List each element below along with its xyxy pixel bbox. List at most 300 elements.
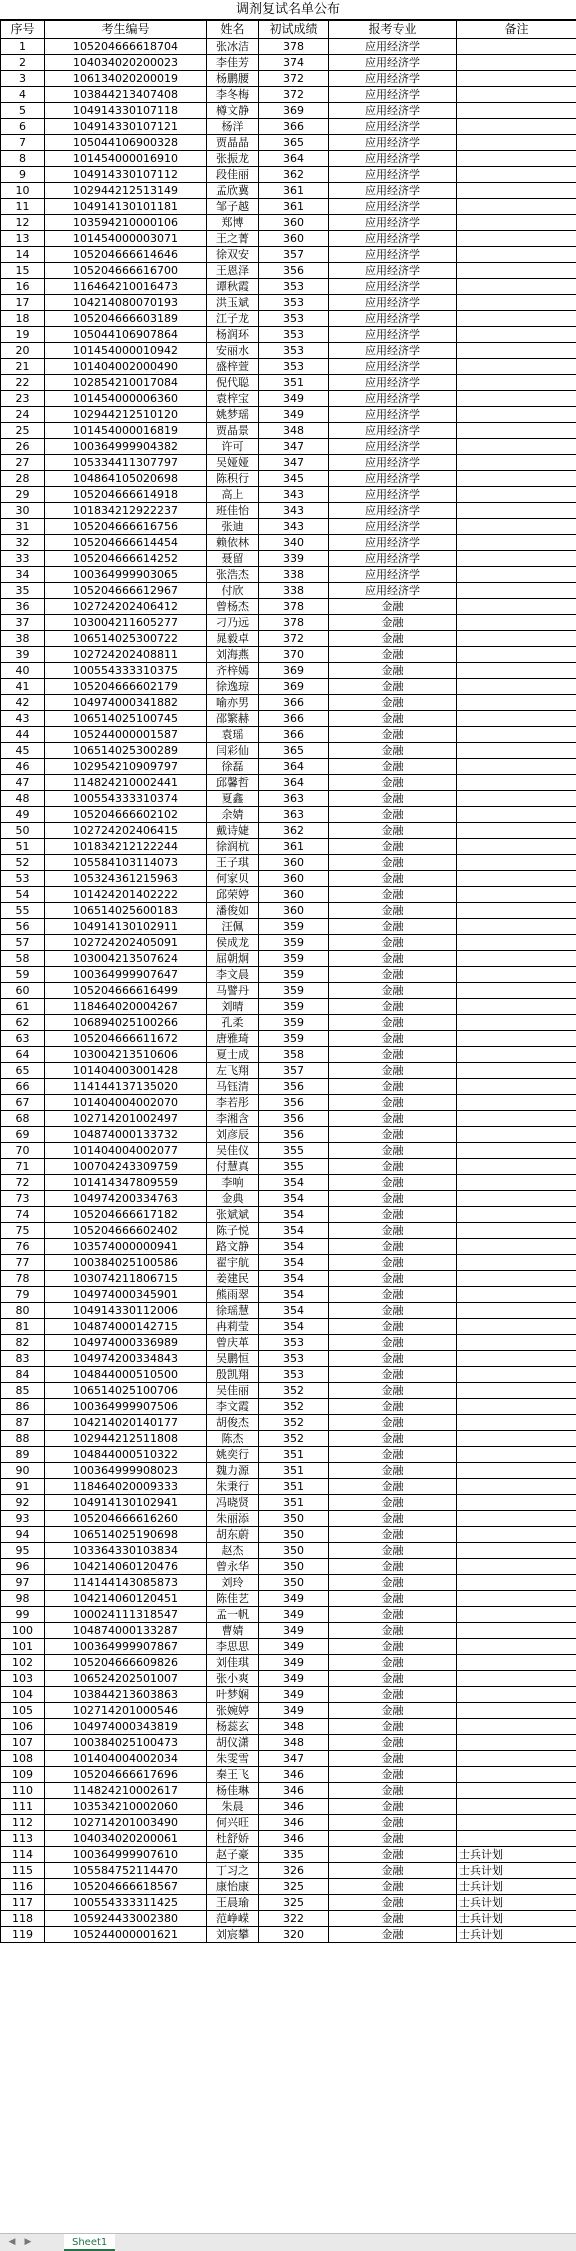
cell-note[interactable] [457,1191,576,1207]
cell-exam-id[interactable]: 104214060120476 [45,1559,207,1575]
cell-note[interactable] [457,39,576,55]
cell-index[interactable]: 3 [1,71,45,87]
cell-name[interactable]: 李冬梅 [207,87,259,103]
cell-note[interactable] [457,1639,576,1655]
cell-exam-id[interactable]: 103364330103834 [45,1543,207,1559]
cell-name[interactable]: 姚奕行 [207,1447,259,1463]
cell-major[interactable]: 应用经济学 [329,87,457,103]
cell-name[interactable]: 张冰洁 [207,39,259,55]
cell-index[interactable]: 10 [1,183,45,199]
cell-name[interactable]: 潘俊如 [207,903,259,919]
cell-index[interactable]: 68 [1,1111,45,1127]
cell-name[interactable]: 张振龙 [207,151,259,167]
cell-index[interactable]: 107 [1,1735,45,1751]
cell-exam-id[interactable]: 100364999908023 [45,1463,207,1479]
cell-index[interactable]: 9 [1,167,45,183]
cell-exam-id[interactable]: 114144143085873 [45,1575,207,1591]
cell-name[interactable]: 曾永华 [207,1559,259,1575]
cell-exam-id[interactable]: 102724202408811 [45,647,207,663]
cell-score[interactable]: 359 [259,1031,329,1047]
cell-major[interactable]: 金融 [329,695,457,711]
cell-name[interactable]: 熊雨翠 [207,1287,259,1303]
cell-exam-id[interactable]: 114824210002617 [45,1783,207,1799]
cell-name[interactable]: 徐双安 [207,247,259,263]
cell-exam-id[interactable]: 100024111318547 [45,1607,207,1623]
cell-index[interactable]: 15 [1,263,45,279]
cell-index[interactable]: 30 [1,503,45,519]
cell-exam-id[interactable]: 104974000336989 [45,1335,207,1351]
cell-major[interactable]: 应用经济学 [329,247,457,263]
col-header-note[interactable]: 备注 [457,21,576,39]
cell-name[interactable]: 杨佳琳 [207,1783,259,1799]
cell-score[interactable]: 374 [259,55,329,71]
cell-note[interactable] [457,1671,576,1687]
cell-name[interactable]: 冉莉莹 [207,1319,259,1335]
cell-index[interactable]: 24 [1,407,45,423]
cell-major[interactable]: 金融 [329,1495,457,1511]
cell-major[interactable]: 金融 [329,1527,457,1543]
cell-score[interactable]: 372 [259,87,329,103]
cell-major[interactable]: 金融 [329,615,457,631]
cell-index[interactable]: 8 [1,151,45,167]
cell-name[interactable]: 谭秋霞 [207,279,259,295]
cell-note[interactable] [457,1239,576,1255]
cell-exam-id[interactable]: 102954210909797 [45,759,207,775]
cell-name[interactable]: 赵杰 [207,1543,259,1559]
cell-major[interactable]: 金融 [329,1031,457,1047]
cell-index[interactable]: 57 [1,935,45,951]
cell-exam-id[interactable]: 105204666617696 [45,1767,207,1783]
cell-note[interactable] [457,1223,576,1239]
cell-exam-id[interactable]: 106514025100706 [45,1383,207,1399]
cell-score[interactable]: 343 [259,487,329,503]
cell-exam-id[interactable]: 101454000016910 [45,151,207,167]
cell-name[interactable]: 姜建民 [207,1271,259,1287]
cell-score[interactable]: 352 [259,1399,329,1415]
cell-exam-id[interactable]: 101454000016819 [45,423,207,439]
cell-index[interactable]: 84 [1,1367,45,1383]
cell-name[interactable]: 张浩杰 [207,567,259,583]
cell-exam-id[interactable]: 105244000001621 [45,1927,207,1943]
cell-note[interactable] [457,967,576,983]
cell-major[interactable]: 应用经济学 [329,167,457,183]
cell-exam-id[interactable]: 105204666618704 [45,39,207,55]
cell-index[interactable]: 85 [1,1383,45,1399]
cell-name[interactable]: 孔柔 [207,1015,259,1031]
cell-name[interactable]: 齐梓嫣 [207,663,259,679]
cell-score[interactable]: 350 [259,1543,329,1559]
cell-major[interactable]: 金融 [329,1847,457,1863]
cell-index[interactable]: 75 [1,1223,45,1239]
cell-exam-id[interactable]: 105204666611672 [45,1031,207,1047]
cell-note[interactable] [457,1031,576,1047]
cell-index[interactable]: 94 [1,1527,45,1543]
cell-index[interactable]: 113 [1,1831,45,1847]
cell-note[interactable] [457,775,576,791]
cell-name[interactable]: 邱荣婷 [207,887,259,903]
cell-index[interactable]: 60 [1,983,45,999]
cell-note[interactable] [457,295,576,311]
cell-exam-id[interactable]: 100364999907647 [45,967,207,983]
cell-score[interactable]: 345 [259,471,329,487]
cell-score[interactable]: 325 [259,1895,329,1911]
cell-score[interactable]: 348 [259,1719,329,1735]
cell-note[interactable] [457,1735,576,1751]
cell-name[interactable]: 陈积行 [207,471,259,487]
cell-note[interactable] [457,1351,576,1367]
cell-index[interactable]: 55 [1,903,45,919]
cell-exam-id[interactable]: 104914330107121 [45,119,207,135]
cell-score[interactable]: 335 [259,1847,329,1863]
cell-name[interactable]: 刘海燕 [207,647,259,663]
cell-name[interactable]: 汪佩 [207,919,259,935]
cell-name[interactable]: 何兴旺 [207,1815,259,1831]
cell-score[interactable]: 357 [259,1063,329,1079]
cell-name[interactable]: 杨润环 [207,327,259,343]
cell-exam-id[interactable]: 105204666612967 [45,583,207,599]
cell-index[interactable]: 59 [1,967,45,983]
cell-index[interactable]: 26 [1,439,45,455]
cell-score[interactable]: 360 [259,903,329,919]
cell-exam-id[interactable]: 100364999907506 [45,1399,207,1415]
cell-score[interactable]: 372 [259,631,329,647]
cell-score[interactable]: 351 [259,1447,329,1463]
cell-name[interactable]: 安丽水 [207,343,259,359]
cell-name[interactable]: 余婧 [207,807,259,823]
cell-major[interactable]: 金融 [329,1399,457,1415]
cell-exam-id[interactable]: 101424201402222 [45,887,207,903]
cell-note[interactable] [457,871,576,887]
cell-exam-id[interactable]: 106524202501007 [45,1671,207,1687]
cell-score[interactable]: 360 [259,871,329,887]
cell-index[interactable]: 87 [1,1415,45,1431]
cell-index[interactable]: 27 [1,455,45,471]
cell-major[interactable]: 金融 [329,1799,457,1815]
cell-note[interactable] [457,999,576,1015]
cell-score[interactable]: 326 [259,1863,329,1879]
cell-score[interactable]: 369 [259,663,329,679]
cell-note[interactable]: 士兵计划 [457,1863,576,1879]
cell-score[interactable]: 352 [259,1383,329,1399]
cell-name[interactable]: 徐润杭 [207,839,259,855]
cell-exam-id[interactable]: 105204666603189 [45,311,207,327]
cell-score[interactable]: 364 [259,775,329,791]
cell-major[interactable]: 金融 [329,1271,457,1287]
cell-major[interactable]: 金融 [329,1239,457,1255]
cell-exam-id[interactable]: 104974000345901 [45,1287,207,1303]
cell-major[interactable]: 金融 [329,1015,457,1031]
cell-note[interactable] [457,1415,576,1431]
cell-note[interactable] [457,167,576,183]
cell-major[interactable]: 金融 [329,1895,457,1911]
cell-exam-id[interactable]: 100364999903065 [45,567,207,583]
cell-note[interactable] [457,1175,576,1191]
cell-score[interactable]: 361 [259,839,329,855]
col-header-name[interactable]: 姓名 [207,21,259,39]
cell-index[interactable]: 54 [1,887,45,903]
cell-major[interactable]: 金融 [329,1863,457,1879]
cell-major[interactable]: 金融 [329,1143,457,1159]
cell-name[interactable]: 班佳怡 [207,503,259,519]
cell-major[interactable]: 金融 [329,1831,457,1847]
cell-index[interactable]: 46 [1,759,45,775]
cell-major[interactable]: 应用经济学 [329,407,457,423]
cell-name[interactable]: 刘彦辰 [207,1127,259,1143]
cell-name[interactable]: 张婉婷 [207,1703,259,1719]
cell-score[interactable]: 322 [259,1911,329,1927]
cell-name[interactable]: 李湘含 [207,1111,259,1127]
cell-index[interactable]: 88 [1,1431,45,1447]
cell-note[interactable] [457,375,576,391]
cell-index[interactable]: 100 [1,1623,45,1639]
cell-name[interactable]: 张斌斌 [207,1207,259,1223]
cell-major[interactable]: 金融 [329,1783,457,1799]
cell-note[interactable] [457,311,576,327]
cell-exam-id[interactable]: 105324361215963 [45,871,207,887]
cell-major[interactable]: 金融 [329,1287,457,1303]
cell-index[interactable]: 102 [1,1655,45,1671]
cell-exam-id[interactable]: 114824210002441 [45,775,207,791]
cell-note[interactable] [457,1831,576,1847]
cell-exam-id[interactable]: 104214060120451 [45,1591,207,1607]
cell-name[interactable]: 冯晓贤 [207,1495,259,1511]
cell-name[interactable]: 许可 [207,439,259,455]
cell-major[interactable]: 金融 [329,1223,457,1239]
cell-major[interactable]: 应用经济学 [329,327,457,343]
cell-exam-id[interactable]: 105204666614454 [45,535,207,551]
cell-score[interactable]: 366 [259,711,329,727]
cell-name[interactable]: 朱雯雪 [207,1751,259,1767]
cell-note[interactable] [457,1047,576,1063]
cell-index[interactable]: 20 [1,343,45,359]
cell-major[interactable]: 金融 [329,663,457,679]
cell-note[interactable] [457,487,576,503]
cell-major[interactable]: 应用经济学 [329,103,457,119]
cell-name[interactable]: 徐磊 [207,759,259,775]
cell-note[interactable] [457,1447,576,1463]
cell-score[interactable]: 320 [259,1927,329,1943]
cell-index[interactable]: 50 [1,823,45,839]
cell-name[interactable]: 曾庆革 [207,1335,259,1351]
cell-score[interactable]: 359 [259,999,329,1015]
cell-exam-id[interactable]: 103844213407408 [45,87,207,103]
cell-note[interactable] [457,1335,576,1351]
cell-note[interactable] [457,55,576,71]
cell-name[interactable]: 吴佳仪 [207,1143,259,1159]
cell-index[interactable]: 56 [1,919,45,935]
cell-name[interactable]: 袁瑶 [207,727,259,743]
cell-major[interactable]: 金融 [329,887,457,903]
cell-exam-id[interactable]: 116464210016473 [45,279,207,295]
cell-note[interactable] [457,1015,576,1031]
cell-note[interactable] [457,535,576,551]
cell-major[interactable]: 金融 [329,1479,457,1495]
cell-name[interactable]: 李文晨 [207,967,259,983]
cell-major[interactable]: 应用经济学 [329,503,457,519]
cell-index[interactable]: 35 [1,583,45,599]
cell-exam-id[interactable]: 103074211806715 [45,1271,207,1287]
cell-major[interactable]: 应用经济学 [329,151,457,167]
cell-name[interactable]: 左飞翔 [207,1063,259,1079]
cell-note[interactable] [457,327,576,343]
cell-index[interactable]: 14 [1,247,45,263]
cell-index[interactable]: 112 [1,1815,45,1831]
cell-name[interactable]: 樽文静 [207,103,259,119]
cell-note[interactable] [457,1607,576,1623]
cell-index[interactable]: 1 [1,39,45,55]
cell-major[interactable]: 应用经济学 [329,39,457,55]
cell-score[interactable]: 354 [259,1175,329,1191]
cell-exam-id[interactable]: 104914130102941 [45,1495,207,1511]
cell-score[interactable]: 348 [259,423,329,439]
cell-exam-id[interactable]: 101404002000490 [45,359,207,375]
cell-name[interactable]: 晁毅卓 [207,631,259,647]
cell-major[interactable]: 应用经济学 [329,135,457,151]
cell-index[interactable]: 114 [1,1847,45,1863]
cell-note[interactable]: 士兵计划 [457,1911,576,1927]
cell-major[interactable]: 金融 [329,1575,457,1591]
cell-score[interactable]: 338 [259,567,329,583]
cell-score[interactable]: 343 [259,503,329,519]
sheet-tab[interactable]: Sheet1 [64,2234,115,2251]
cell-score[interactable]: 354 [259,1223,329,1239]
cell-name[interactable]: 郑博 [207,215,259,231]
cell-index[interactable]: 90 [1,1463,45,1479]
cell-name[interactable]: 马譬丹 [207,983,259,999]
cell-score[interactable]: 362 [259,167,329,183]
cell-exam-id[interactable]: 101414347809559 [45,1175,207,1191]
cell-note[interactable] [457,503,576,519]
cell-score[interactable]: 356 [259,1127,329,1143]
cell-index[interactable]: 32 [1,535,45,551]
cell-exam-id[interactable]: 104974200334763 [45,1191,207,1207]
cell-major[interactable]: 金融 [329,1079,457,1095]
cell-note[interactable] [457,407,576,423]
cell-major[interactable]: 金融 [329,823,457,839]
cell-major[interactable]: 金融 [329,999,457,1015]
cell-major[interactable]: 金融 [329,919,457,935]
cell-major[interactable]: 应用经济学 [329,583,457,599]
cell-major[interactable]: 金融 [329,1879,457,1895]
cell-index[interactable]: 71 [1,1159,45,1175]
cell-major[interactable]: 应用经济学 [329,487,457,503]
cell-score[interactable]: 359 [259,983,329,999]
cell-index[interactable]: 53 [1,871,45,887]
cell-exam-id[interactable]: 106514025300289 [45,743,207,759]
cell-score[interactable]: 350 [259,1527,329,1543]
cell-name[interactable]: 刘宸攀 [207,1927,259,1943]
cell-score[interactable]: 325 [259,1879,329,1895]
cell-note[interactable] [457,1159,576,1175]
cell-exam-id[interactable]: 103004213507624 [45,951,207,967]
cell-major[interactable]: 金融 [329,599,457,615]
cell-note[interactable] [457,935,576,951]
cell-score[interactable]: 356 [259,1095,329,1111]
cell-major[interactable]: 金融 [329,1127,457,1143]
cell-exam-id[interactable]: 104914130101181 [45,199,207,215]
cell-note[interactable] [457,887,576,903]
cell-score[interactable]: 340 [259,535,329,551]
cell-name[interactable]: 侯成龙 [207,935,259,951]
cell-score[interactable]: 353 [259,1351,329,1367]
cell-name[interactable]: 朱丽添 [207,1511,259,1527]
cell-score[interactable]: 366 [259,727,329,743]
cell-index[interactable]: 66 [1,1079,45,1095]
cell-score[interactable]: 354 [259,1287,329,1303]
cell-name[interactable]: 陈杰 [207,1431,259,1447]
cell-name[interactable]: 叶梦娴 [207,1687,259,1703]
cell-note[interactable]: 士兵计划 [457,1879,576,1895]
cell-name[interactable]: 聂留 [207,551,259,567]
cell-name[interactable]: 胡东蔚 [207,1527,259,1543]
cell-name[interactable]: 吴娅娅 [207,455,259,471]
cell-score[interactable]: 351 [259,375,329,391]
cell-name[interactable]: 夏士成 [207,1047,259,1063]
cell-major[interactable]: 金融 [329,855,457,871]
cell-score[interactable]: 378 [259,39,329,55]
cell-note[interactable] [457,631,576,647]
cell-name[interactable]: 袁梓宝 [207,391,259,407]
cell-note[interactable] [457,1527,576,1543]
cell-note[interactable] [457,1431,576,1447]
cell-major[interactable]: 金融 [329,903,457,919]
cell-exam-id[interactable]: 101834212122244 [45,839,207,855]
cell-index[interactable]: 69 [1,1127,45,1143]
cell-exam-id[interactable]: 106514025300722 [45,631,207,647]
cell-exam-id[interactable]: 105044106907864 [45,327,207,343]
cell-note[interactable] [457,71,576,87]
cell-note[interactable] [457,1575,576,1591]
cell-score[interactable]: 338 [259,583,329,599]
cell-exam-id[interactable]: 105204666614918 [45,487,207,503]
col-header-major[interactable]: 报考专业 [329,21,457,39]
cell-name[interactable]: 翟宇航 [207,1255,259,1271]
cell-index[interactable]: 111 [1,1799,45,1815]
cell-exam-id[interactable]: 105584752114470 [45,1863,207,1879]
cell-note[interactable]: 士兵计划 [457,1847,576,1863]
cell-note[interactable] [457,119,576,135]
cell-exam-id[interactable]: 118464020009333 [45,1479,207,1495]
cell-score[interactable]: 358 [259,1047,329,1063]
cell-score[interactable]: 348 [259,1735,329,1751]
cell-exam-id[interactable]: 103594210000106 [45,215,207,231]
cell-note[interactable] [457,1399,576,1415]
cell-index[interactable]: 96 [1,1559,45,1575]
cell-note[interactable] [457,551,576,567]
cell-score[interactable]: 349 [259,1623,329,1639]
cell-index[interactable]: 41 [1,679,45,695]
cell-major[interactable]: 金融 [329,743,457,759]
cell-score[interactable]: 370 [259,647,329,663]
cell-index[interactable]: 81 [1,1319,45,1335]
cell-exam-id[interactable]: 103004213510606 [45,1047,207,1063]
cell-note[interactable] [457,1559,576,1575]
cell-name[interactable]: 秦王飞 [207,1767,259,1783]
cell-note[interactable] [457,647,576,663]
cell-major[interactable]: 金融 [329,1463,457,1479]
cell-note[interactable] [457,823,576,839]
cell-name[interactable]: 王子琪 [207,855,259,871]
cell-note[interactable] [457,1127,576,1143]
cell-exam-id[interactable]: 105204666614252 [45,551,207,567]
cell-note[interactable] [457,215,576,231]
cell-major[interactable]: 金融 [329,1111,457,1127]
cell-name[interactable]: 付欣 [207,583,259,599]
cell-note[interactable] [457,615,576,631]
cell-name[interactable]: 张小爽 [207,1671,259,1687]
cell-exam-id[interactable]: 104034020200061 [45,1831,207,1847]
cell-name[interactable]: 金典 [207,1191,259,1207]
